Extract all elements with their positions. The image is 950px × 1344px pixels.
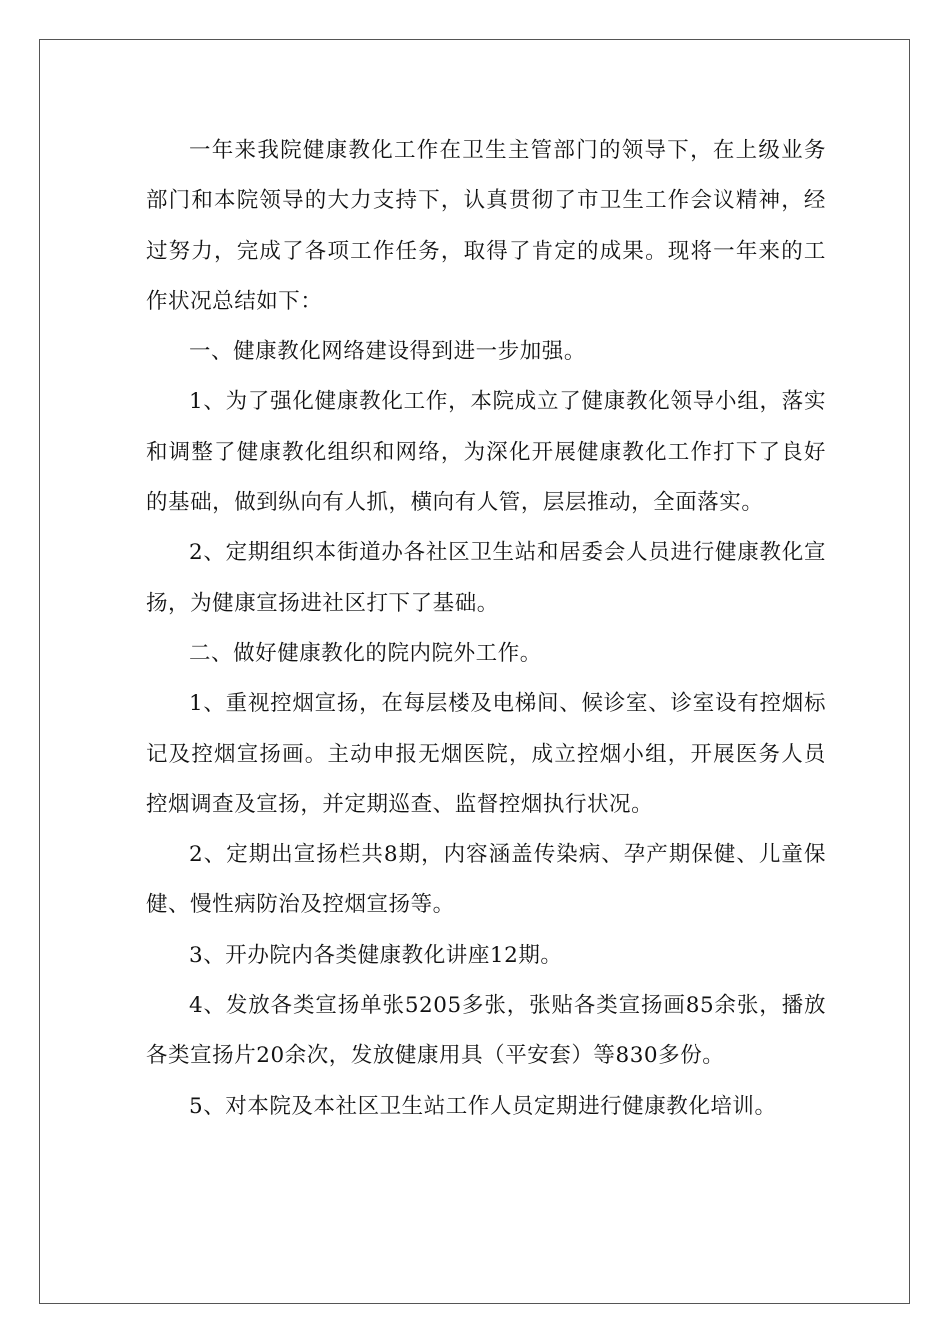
section-2-item-4: 4、发放各类宣扬单张5205多张，张贴各类宣扬画85余张，播放各类宣扬片20余次，发放健康用具（平安套）等830多份。: [146, 993, 826, 1069]
document-body: [146, 126, 826, 1132]
section-heading-2: 二、做好健康教化的院内院外工作。: [189, 640, 542, 666]
section-2-item-3: 3、开办院内各类健康教化讲座12期。: [189, 942, 563, 968]
section-1-item-1: 1、为了强化健康教化工作，本院成立了健康教化领导小组，落实和调整了健康教化组织和网络，为深化开展健康教化工作打下了良好的基础，做到纵向有人抓，横向有人管，层层推动，全面落实。: [146, 389, 826, 516]
section-2-item-5: 5、对本院及本社区卫生站工作人员定期进行健康教化培训。: [189, 1093, 777, 1119]
section-1-item-2: 2、定期组织本街道办各社区卫生站和居委会人员进行健康教化宣扬，为健康宣扬进社区打下了基础。: [146, 540, 826, 616]
section-heading-1: 一、健康教化网络建设得到进一步加强。: [189, 339, 586, 365]
intro-paragraph: 一年来我院健康教化工作在卫生主管部门的领导下，在上级业务部门和本院领导的大力支持下，认真贯彻了市卫生工作会议精神，经过努力，完成了各项工作任务，取得了肯定的成果。现将一年来的工作状况总结如下：: [146, 138, 826, 314]
section-2-item-1: 1、重视控烟宣扬，在每层楼及电梯间、候诊室、诊室设有控烟标记及控烟宣扬画。主动申报无烟医院，成立控烟小组，开展医务人员控烟调查及宣扬，并定期巡查、监督控烟执行状况。: [146, 691, 826, 817]
section-2-item-2: 2、定期出宣扬栏共8期，内容涵盖传染病、孕产期保健、儿童保健、慢性病防治及控烟宣扬等。: [146, 842, 826, 918]
